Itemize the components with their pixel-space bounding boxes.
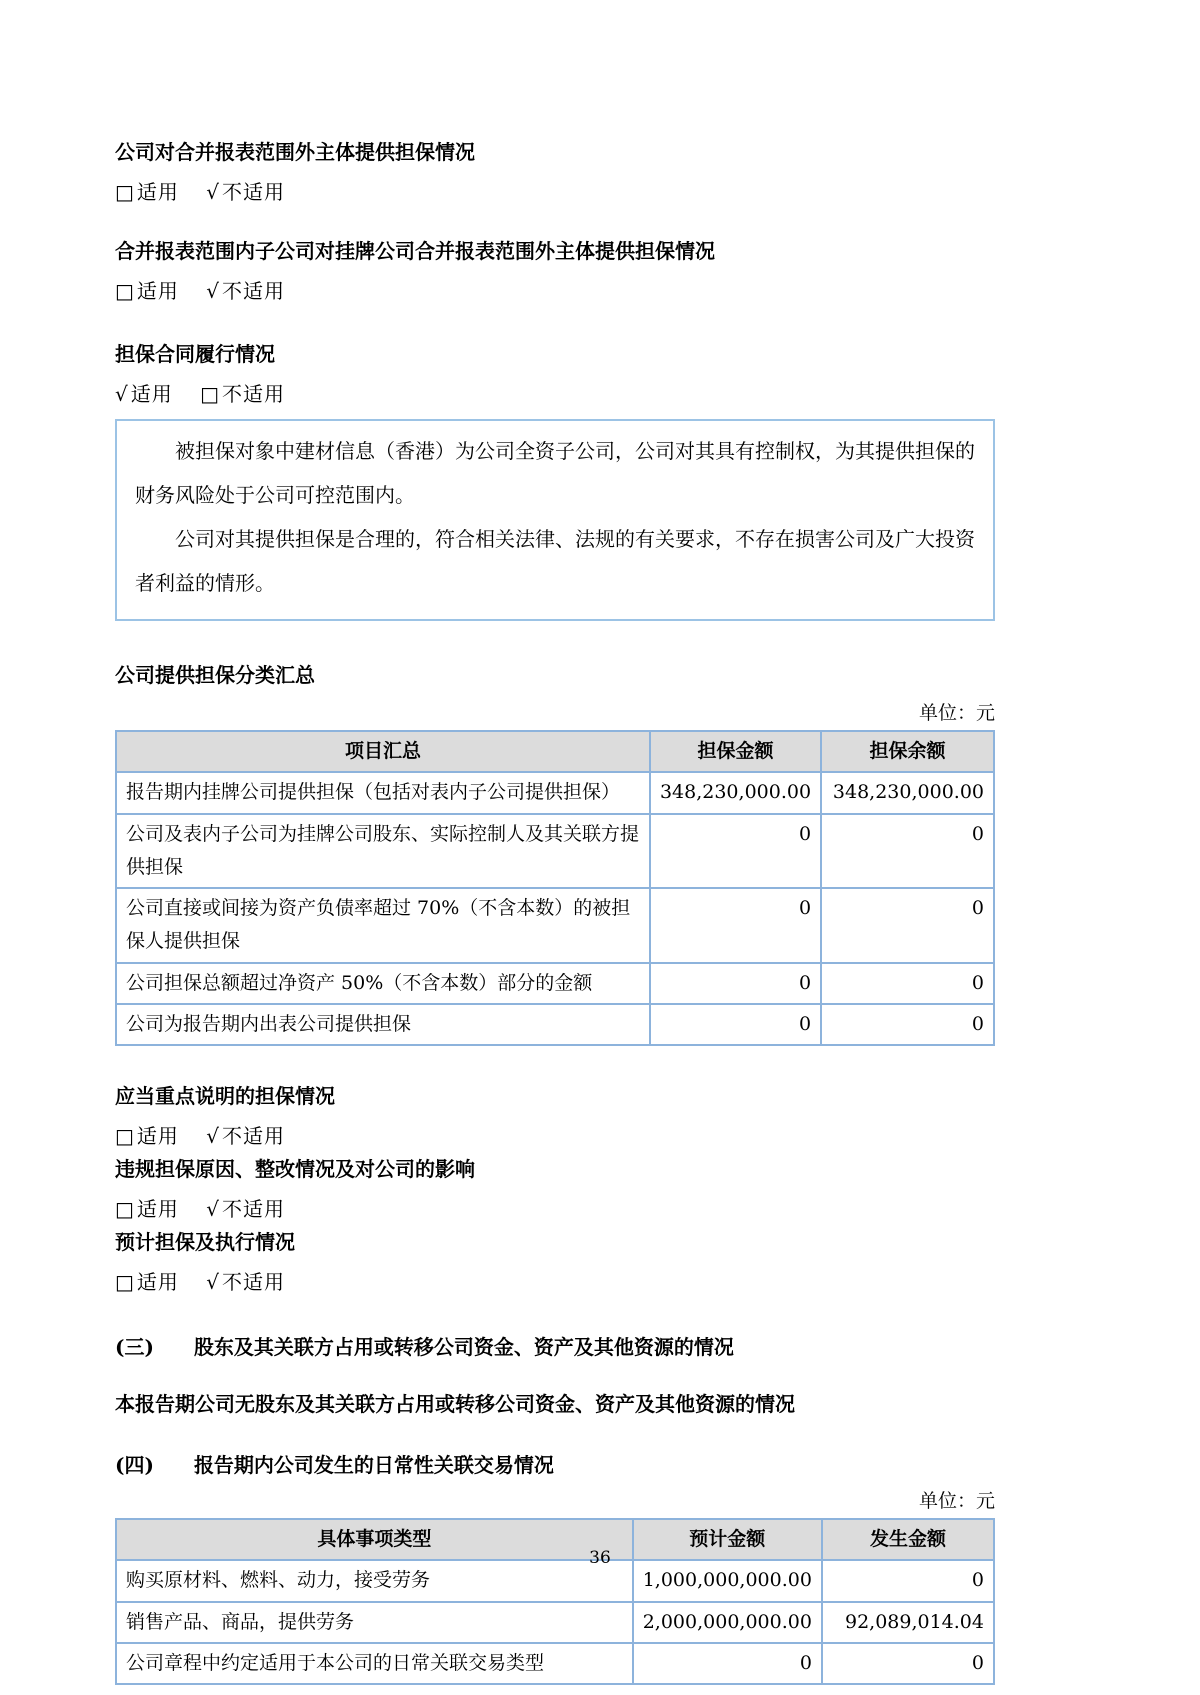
applicable-label: 适用 <box>130 382 173 406</box>
balance-cell: 0 <box>821 888 994 963</box>
applicability-line-5 <box>115 1193 995 1222</box>
table-row <box>116 1004 994 1045</box>
page-number: 36 <box>589 1548 611 1568</box>
item-cell: 公司及表内子公司为挂牌公司股东、实际控制人及其关联方提供担保 <box>116 814 650 889</box>
unit-label: 单位：元 <box>918 1490 995 1512</box>
estimated-amount-cell: 1,000,000,000.00 <box>633 1560 822 1601</box>
section-title-estimated-guarantee: 预计担保及执行情况 <box>115 1230 295 1254</box>
applicability-line-3 <box>115 378 995 407</box>
column-header-guarantee-balance: 担保余额 <box>821 731 994 772</box>
column-header-estimated-amount: 预计金额 <box>633 1519 822 1560</box>
column-header-transaction-type: 具体事项类型 <box>116 1519 633 1560</box>
checkbox-unchecked-icon: □ <box>200 382 221 406</box>
table-row <box>116 772 994 813</box>
section-title-subsidiary-guarantee: 合并报表范围内子公司对挂牌公司合并报表范围外主体提供担保情况 <box>115 239 715 263</box>
checkmark-icon: √ <box>206 180 221 204</box>
not-applicable-label: 不适用 <box>222 1124 286 1148</box>
applicability-line-4 <box>115 1120 995 1149</box>
checkmark-icon: √ <box>206 1270 221 1294</box>
applicable-label: 适用 <box>136 180 179 204</box>
column-header-actual-amount: 发生金额 <box>822 1519 994 1560</box>
item-cell: 公司为报告期内出表公司提供担保 <box>116 1004 650 1045</box>
note-paragraph-1: 被担保对象中建材信息（香港）为公司全资子公司，公司对其具有控制权，为其提供担保的财务风险处于公司可控范围内。 <box>135 439 975 507</box>
column-header-item-summary: 项目汇总 <box>116 731 650 772</box>
amount-cell: 0 <box>650 963 821 1004</box>
transaction-type-cell: 公司章程中约定适用于本公司的日常关联交易类型 <box>116 1643 633 1684</box>
checkbox-unchecked-icon: □ <box>115 1197 135 1221</box>
item-cell: 报告期内挂牌公司提供担保（包括对表内子公司提供担保） <box>116 772 650 813</box>
document-content <box>115 0 995 1685</box>
section-heading-text: 股东及其关联方占用或转移公司资金、资产及其他资源的情况 <box>193 1335 734 1359</box>
item-cell: 公司担保总额超过净资产 50%（不含本数）部分的金额 <box>116 963 650 1004</box>
transaction-type-cell: 购买原材料、燃料、动力，接受劳务 <box>116 1560 633 1601</box>
table-row <box>116 814 994 889</box>
section-note-no-occupation: 本报告期公司无股东及其关联方占用或转移公司资金、资产及其他资源的情况 <box>115 1392 795 1416</box>
estimated-amount-cell: 2,000,000,000.00 <box>633 1602 822 1643</box>
balance-cell: 0 <box>821 1004 994 1045</box>
estimated-amount-cell: 0 <box>633 1643 822 1684</box>
related-transaction-table <box>115 1518 995 1685</box>
amount-cell: 0 <box>650 888 821 963</box>
column-header-guarantee-amount: 担保金额 <box>650 731 821 772</box>
section-heading-text: 报告期内公司发生的日常性关联交易情况 <box>193 1453 554 1477</box>
unit-label: 单位：元 <box>918 702 995 724</box>
section-number-label: (四) <box>115 1453 154 1477</box>
checkmark-icon: √ <box>206 1197 221 1221</box>
checkmark-icon: √ <box>206 1124 221 1148</box>
not-applicable-label: 不适用 <box>222 279 286 303</box>
checkbox-unchecked-icon: □ <box>115 1124 135 1148</box>
amount-cell: 348,230,000.00 <box>650 772 821 813</box>
table-row <box>116 963 994 1004</box>
not-applicable-label: 不适用 <box>222 1270 286 1294</box>
not-applicable-label: 不适用 <box>222 382 286 406</box>
section-title-guarantee-contract: 担保合同履行情况 <box>115 342 275 366</box>
not-applicable-label: 不适用 <box>222 180 286 204</box>
balance-cell: 0 <box>821 963 994 1004</box>
balance-cell: 348,230,000.00 <box>821 772 994 813</box>
table-row <box>116 888 994 963</box>
applicable-label: 适用 <box>136 279 179 303</box>
section-heading-3 <box>115 1331 995 1360</box>
note-paragraph-2: 公司对其提供担保是合理的，符合相关法律、法规的有关要求，不存在损害公司及广大投资者利益的情形。 <box>135 527 975 595</box>
section-title-key-guarantee: 应当重点说明的担保情况 <box>115 1084 335 1108</box>
actual-amount-cell: 0 <box>822 1560 994 1601</box>
section-number-label: (三) <box>115 1335 154 1359</box>
section-title-external-guarantee: 公司对合并报表范围外主体提供担保情况 <box>115 140 475 164</box>
section-title-guarantee-summary: 公司提供担保分类汇总 <box>115 663 315 687</box>
section-heading-4 <box>115 1449 995 1478</box>
applicability-line-6 <box>115 1266 995 1295</box>
checkbox-unchecked-icon: □ <box>115 180 135 204</box>
applicable-label: 适用 <box>136 1197 179 1221</box>
applicability-line-1 <box>115 176 995 205</box>
guarantee-summary-table <box>115 730 995 1046</box>
table-header-row <box>116 731 994 772</box>
not-applicable-label: 不适用 <box>222 1197 286 1221</box>
checkmark-icon: √ <box>206 279 221 303</box>
table-row <box>116 1643 994 1684</box>
checkmark-icon: √ <box>115 382 129 406</box>
table-row <box>116 1602 994 1643</box>
guarantee-explanation-box <box>115 419 995 621</box>
actual-amount-cell: 0 <box>822 1643 994 1684</box>
applicable-label: 适用 <box>136 1124 179 1148</box>
amount-cell: 0 <box>650 1004 821 1045</box>
applicable-label: 适用 <box>136 1270 179 1294</box>
applicability-line-2 <box>115 275 995 304</box>
section-title-illegal-guarantee: 违规担保原因、整改情况及对公司的影响 <box>115 1157 475 1181</box>
amount-cell: 0 <box>650 814 821 889</box>
balance-cell: 0 <box>821 814 994 889</box>
checkbox-unchecked-icon: □ <box>115 1270 135 1294</box>
checkbox-unchecked-icon: □ <box>115 279 135 303</box>
item-cell: 公司直接或间接为资产负债率超过 70%（不含本数）的被担保人提供担保 <box>116 888 650 963</box>
transaction-type-cell: 销售产品、商品，提供劳务 <box>116 1602 633 1643</box>
actual-amount-cell: 92,089,014.04 <box>822 1602 994 1643</box>
